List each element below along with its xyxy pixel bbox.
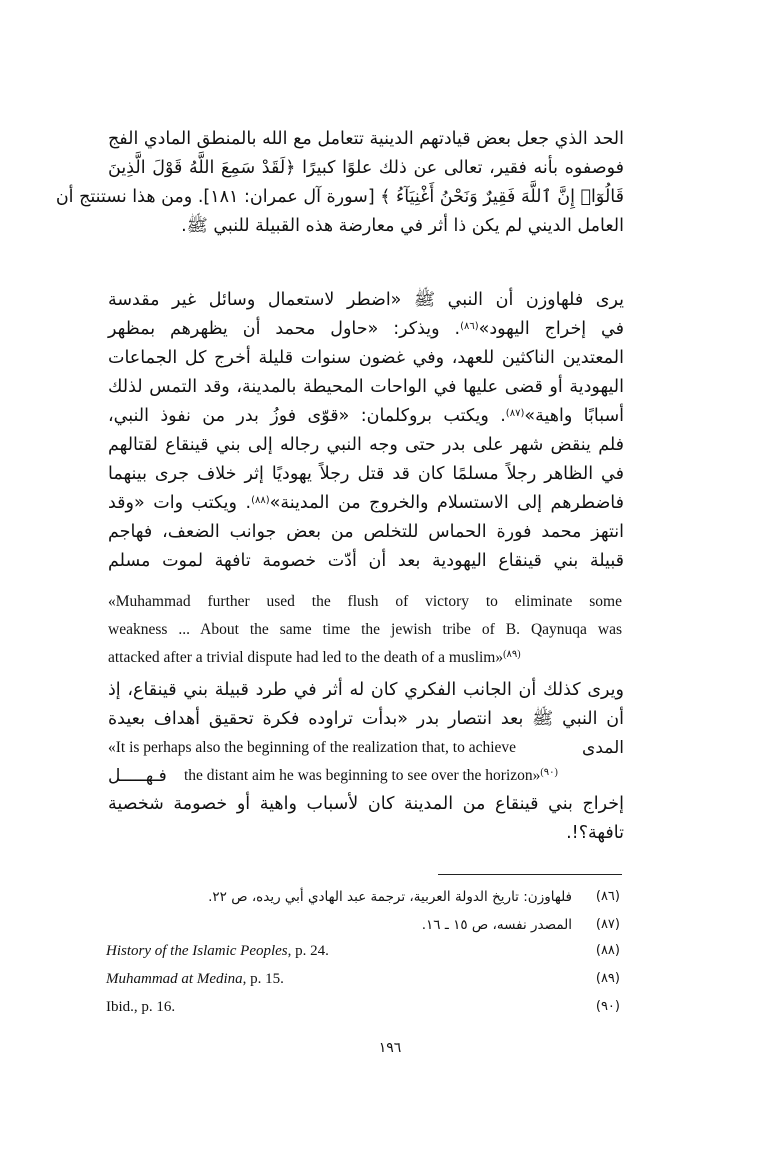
quote-end: the distant aim he was beginning to see over the horizon»: [184, 767, 541, 784]
text-line: [108, 315, 624, 344]
quote-end: فاضطرهم إلى الاستسلام والخروج من المدينة»: [269, 493, 624, 513]
footnote-number: (٨٩): [595, 971, 620, 986]
footnote-90: [106, 994, 620, 1020]
footnote-ref-86[interactable]: (٨٦): [460, 321, 479, 332]
page-ref: , p. 24.: [287, 943, 329, 959]
text-line: أن النبي ﷺ بعد انتصار بدر «بدأت تراوده فكرة تحقيق أهداف بعيدة: [108, 709, 624, 729]
english-quote-1: [108, 588, 622, 672]
page-number: ١٩٦: [378, 1040, 402, 1056]
footnote-88: [106, 938, 620, 964]
footnote-ref-89[interactable]: (٨٩): [503, 649, 521, 660]
arabic-word: فـهـــــل: [108, 766, 167, 786]
mixed-line: [108, 762, 624, 790]
page-ref: , p. 15.: [242, 971, 284, 987]
footnote-number: (٨٦): [595, 889, 620, 904]
arabic-word: المدى: [582, 738, 624, 758]
footnote-89: [106, 966, 620, 992]
footnote-text: Ibid., p. 16.: [106, 999, 176, 1015]
paragraph-3: [108, 676, 624, 734]
footnote-ref-90[interactable]: (٩٠): [540, 767, 558, 778]
text-line: قبيلة بني قينقاع اليهودية بعد أن أدّت خصومة تافهة لموت مسلم: [108, 551, 624, 571]
mixed-line: [108, 734, 624, 762]
text-line: [108, 402, 624, 431]
quote-text: «It is perhaps also the beginning of the realization that, to achieve: [108, 739, 517, 756]
text-line: يرى فلهاوزن أن النبي ﷺ «اضطر لاستعمال وسائل غير مقدسة: [108, 290, 624, 310]
footnote-number: (٩٠): [595, 999, 620, 1014]
text-line: العامل الديني لم يكن ذا أثر في معارضة هذه القبيلة للنبي ﷺ.: [181, 216, 624, 236]
footnote-separator: [438, 874, 622, 875]
text-continue: . ويذكر: «حاول محمد أن يظهرهم بمظهر: [108, 319, 461, 339]
quote-end: أسبابًا واهية»: [524, 406, 624, 426]
footnote-text: [106, 966, 284, 992]
text-line: قَالُوٓا۟ إِنَّ ٱللَّهَ فَقِيرٌ وَنَحْنُ أَغْنِيَآءُ ﴾ [سورة آل عمران: ١٨١]. ومن هذا نستنتج أن: [55, 187, 624, 207]
book-title: History of the Islamic Peoples: [106, 943, 288, 959]
paragraph-1: [55, 125, 624, 241]
text-line: المعتدين الناكثين للعهد، وفي غضون سنوات قليلة أخرج كل الجماعات: [108, 348, 624, 368]
text-line: في الظاهر رجلاً مسلمًا كان قد قتل رجلاً يهوديًا إثر خلاف جرى بينهما: [108, 464, 624, 484]
footnote-number: (٨٧): [595, 917, 620, 932]
quote-line: «Muhammad further used the flush of victory to eliminate some: [108, 593, 622, 610]
quote-line: weakness ... About the same time the jewish tribe of B. Qaynuqa was: [108, 621, 622, 638]
footnote-ref-88[interactable]: (٨٨): [251, 495, 270, 506]
quote-text: [184, 762, 558, 790]
text-line: اليهودية أو قضى عليها في الواحات المحيطة بالمدينة، وقد التمس لذلك: [108, 377, 624, 397]
text-continue: . ويكتب بروكلمان: «قوّى فوزُ بدر من نفوذ النبي،: [108, 406, 506, 426]
text-line: فوصفوه بأنه فقير، تعالى عن ذلك علوًا كبيرًا ﴿لَقَدْ سَمِعَ اللَّهُ قَوْلَ الَّذِينَ: [108, 158, 624, 178]
footnote-text: فلهاوزن: تاريخ الدولة العربية، ترجمة عبد الهادي أبي ريده، ص ٢٢.: [208, 889, 572, 905]
quote-line: [108, 644, 622, 672]
text-line: [108, 489, 624, 518]
footnote-87: [106, 912, 620, 938]
quote-end: في إخراج اليهود»: [478, 319, 624, 339]
footnote-ref-87[interactable]: (٨٧): [505, 408, 525, 419]
footnote-text: [106, 938, 329, 964]
text-continue: . ويكتب وات «وقد: [108, 493, 252, 513]
text-line: الحد الذي جعل بعض قيادتهم الدينية تتعامل مع الله بالمنطق المادي الفج: [108, 129, 624, 149]
text-line: فلم ينقض شهر على بدر حتى وجه النبي رجاله إلى بني قينقاع لقتالهم: [108, 435, 624, 455]
paragraph-2: [108, 286, 624, 576]
quote-text: attacked after a trivial dispute had led to the death of a muslim»: [108, 649, 504, 666]
text-line: انتهز محمد فورة الحماس للتخلص من بعض جوانب الضعف، فهاجم: [108, 522, 624, 542]
text-line: ويرى كذلك أن الجانب الفكري كان له أثر في طرد قبيلة بني قينقاع، إذ: [108, 680, 624, 700]
footnote-text: المصدر نفسه، ص ١٥ ـ ١٦.: [421, 917, 572, 933]
text-line: إخراج بني قينقاع من المدينة كان لأسباب واهية أو خصومة شخصية: [108, 794, 624, 814]
paragraph-4: [108, 790, 624, 848]
footnote-86: [106, 884, 620, 910]
english-quote-2: [108, 734, 624, 790]
footnote-number: (٨٨): [595, 943, 620, 958]
text-line: تافهة؟!.: [566, 823, 624, 843]
book-title: Muhammad at Medina: [106, 971, 243, 987]
